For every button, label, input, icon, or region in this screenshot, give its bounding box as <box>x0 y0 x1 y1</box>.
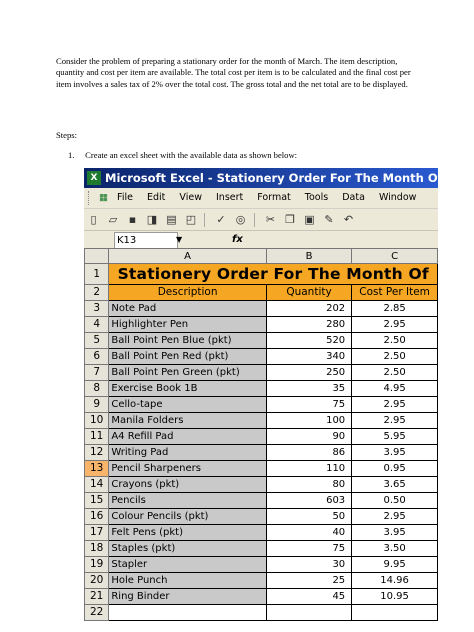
quantity-cell[interactable]: 280 <box>266 317 351 333</box>
row-header[interactable]: 16 <box>85 509 109 525</box>
row-header[interactable]: 12 <box>85 445 109 461</box>
cost-cell[interactable]: 3.95 <box>352 445 438 461</box>
excel-icon: X <box>87 171 101 185</box>
description-cell[interactable]: Ball Point Pen Red (pkt) <box>109 349 267 365</box>
description-cell[interactable]: Exercise Book 1B <box>109 381 267 397</box>
empty-row <box>85 605 438 621</box>
menu-edit[interactable]: Edit <box>146 192 166 203</box>
table-row <box>85 365 438 381</box>
row-header[interactable]: 1 <box>85 264 109 285</box>
empty-cell[interactable] <box>109 605 267 621</box>
header-quantity[interactable]: Quantity <box>266 285 351 301</box>
quantity-cell[interactable]: 80 <box>266 477 351 493</box>
menu-data[interactable]: Data <box>342 192 365 203</box>
fx-icon[interactable]: fx <box>232 234 243 245</box>
print-preview-icon[interactable]: ◰ <box>185 213 197 226</box>
quantity-cell[interactable]: 75 <box>266 541 351 557</box>
quantity-cell[interactable]: 30 <box>266 557 351 573</box>
header-description[interactable]: Description <box>109 285 267 301</box>
row-header[interactable]: 8 <box>85 381 109 397</box>
description-cell[interactable]: Manila Folders <box>109 413 267 429</box>
toolbar-separator <box>204 213 205 227</box>
cost-cell[interactable]: 2.95 <box>352 317 438 333</box>
description-cell[interactable]: A4 Refill Pad <box>109 429 267 445</box>
table-row <box>85 429 438 445</box>
format-painter-icon[interactable]: ✎ <box>324 213 334 226</box>
cost-cell[interactable]: 5.95 <box>352 429 438 445</box>
column-header-a[interactable]: A <box>109 249 267 264</box>
quantity-cell[interactable]: 90 <box>266 429 351 445</box>
cost-cell[interactable]: 14.96 <box>352 573 438 589</box>
table-row <box>85 301 438 317</box>
empty-cell[interactable] <box>352 605 438 621</box>
header-row <box>85 285 438 301</box>
description-cell[interactable]: Pencils <box>109 493 267 509</box>
row-header[interactable]: 21 <box>85 589 109 605</box>
column-header-c[interactable]: C <box>352 249 438 264</box>
table-row <box>85 509 438 525</box>
description-cell[interactable]: Colour Pencils (pkt) <box>109 509 267 525</box>
menu-tools[interactable]: Tools <box>304 192 329 203</box>
window-title: Microsoft Excel - Stationery Order For The Month Of Mar <box>105 171 472 185</box>
formula-bar <box>84 230 438 250</box>
description-cell[interactable]: Highlighter Pen <box>109 317 267 333</box>
cut-icon[interactable]: ✂ <box>265 213 276 226</box>
quantity-cell[interactable]: 110 <box>266 461 351 477</box>
title-row <box>85 264 438 285</box>
row-header[interactable]: 14 <box>85 477 109 493</box>
cost-cell[interactable]: 3.95 <box>352 525 438 541</box>
quantity-cell[interactable]: 250 <box>266 365 351 381</box>
quantity-cell[interactable]: 340 <box>266 349 351 365</box>
empty-cell[interactable] <box>266 605 351 621</box>
table-row <box>85 493 438 509</box>
row-header[interactable]: 18 <box>85 541 109 557</box>
quantity-cell[interactable]: 45 <box>266 589 351 605</box>
excel-screenshot <box>84 168 472 618</box>
quantity-cell[interactable]: 100 <box>266 413 351 429</box>
cost-cell[interactable]: 2.85 <box>352 301 438 317</box>
copy-icon[interactable]: ❐ <box>285 213 295 226</box>
cost-cell[interactable]: 4.95 <box>352 381 438 397</box>
row-header[interactable]: 22 <box>85 605 109 621</box>
intro-paragraph: Consider the problem of preparing a stationary order for the month of March. The item description, quantity and cost per item are available. The total cost per item is to be calculated and the final cost per item involves a sales tax of 2% over the total cost. The gross total and the net total are to be displayed. <box>56 56 411 89</box>
table-row <box>85 317 438 333</box>
quantity-cell[interactable]: 25 <box>266 573 351 589</box>
row-header[interactable]: 5 <box>85 333 109 349</box>
description-cell[interactable]: Felt Pens (pkt) <box>109 525 267 541</box>
table-row <box>85 477 438 493</box>
cost-cell[interactable]: 0.50 <box>352 493 438 509</box>
row-header[interactable]: 20 <box>85 573 109 589</box>
step-1 <box>68 150 297 160</box>
undo-icon[interactable]: ↶ <box>343 213 354 226</box>
row-header[interactable]: 15 <box>85 493 109 509</box>
permission-icon[interactable]: ◨ <box>146 213 158 226</box>
row-header[interactable]: 19 <box>85 557 109 573</box>
row-header[interactable]: 6 <box>85 349 109 365</box>
description-cell[interactable]: Stapler <box>109 557 267 573</box>
spelling-icon[interactable]: ✓ <box>216 213 226 226</box>
quantity-cell[interactable]: 520 <box>266 333 351 349</box>
name-box-dropdown-icon[interactable]: ▼ <box>176 235 183 244</box>
description-cell[interactable]: Hole Punch <box>109 573 267 589</box>
step-1-text: Create an excel sheet with the available data as shown below: <box>85 150 298 160</box>
table-row <box>85 413 438 429</box>
row-header[interactable]: 9 <box>85 397 109 413</box>
sheet-title-cell[interactable]: Stationery Order For The Month Of <box>109 264 438 285</box>
table-row <box>85 349 438 365</box>
quantity-cell[interactable]: 603 <box>266 493 351 509</box>
quantity-cell[interactable]: 202 <box>266 301 351 317</box>
menu-format[interactable]: Format <box>257 192 291 203</box>
table-row <box>85 461 438 477</box>
cost-cell[interactable]: 9.95 <box>352 557 438 573</box>
table-row <box>85 589 438 605</box>
menu-file[interactable]: File <box>117 192 133 203</box>
workbook-icon[interactable]: ▦ <box>99 192 109 203</box>
description-cell[interactable]: Cello-tape <box>109 397 267 413</box>
row-header[interactable]: 3 <box>85 301 109 317</box>
quantity-cell[interactable]: 40 <box>266 525 351 541</box>
print-icon[interactable]: ▤ <box>166 213 177 226</box>
description-cell[interactable]: Staples (pkt) <box>109 541 267 557</box>
toolbar-separator <box>254 213 255 227</box>
select-all-corner[interactable] <box>85 249 109 264</box>
row-header[interactable]: 2 <box>85 285 109 301</box>
table-row <box>85 525 438 541</box>
row-header[interactable]: 11 <box>85 429 109 445</box>
description-cell[interactable]: Pencil Sharpeners <box>109 461 267 477</box>
row-header[interactable]: 17 <box>85 525 109 541</box>
step-1-number: 1. <box>68 150 75 160</box>
save-icon[interactable]: ▪ <box>128 213 137 226</box>
description-cell[interactable]: Crayons (pkt) <box>109 477 267 493</box>
research-icon[interactable]: ◎ <box>235 213 246 226</box>
cost-cell[interactable]: 2.95 <box>352 397 438 413</box>
cost-cell[interactable]: 3.50 <box>352 541 438 557</box>
menu-view[interactable]: View <box>179 192 202 203</box>
description-cell[interactable]: Ball Point Pen Blue (pkt) <box>109 333 267 349</box>
cost-cell[interactable]: 2.50 <box>352 365 438 381</box>
header-cost-per-item[interactable]: Cost Per Item <box>352 285 438 301</box>
quantity-cell[interactable]: 35 <box>266 381 351 397</box>
quantity-cell[interactable]: 75 <box>266 397 351 413</box>
row-header[interactable]: 13 <box>85 461 109 477</box>
cost-cell[interactable]: 2.50 <box>352 333 438 349</box>
menu-window[interactable]: Window <box>378 192 417 203</box>
menu-bar <box>84 188 438 208</box>
table-row <box>85 573 438 589</box>
table-row <box>85 541 438 557</box>
cost-cell[interactable]: 3.65 <box>352 477 438 493</box>
cost-cell[interactable]: 2.95 <box>352 413 438 429</box>
toolbar-grip[interactable] <box>88 191 92 205</box>
quantity-cell[interactable]: 50 <box>266 509 351 525</box>
description-cell[interactable]: Ball Point Pen Green (pkt) <box>109 365 267 381</box>
excel-title-bar <box>84 168 472 188</box>
column-header-row <box>85 249 438 264</box>
row-header[interactable]: 10 <box>85 413 109 429</box>
standard-toolbar <box>84 208 438 231</box>
table-row <box>85 445 438 461</box>
table-row <box>85 397 438 413</box>
description-cell[interactable]: Note Pad <box>109 301 267 317</box>
spreadsheet-grid <box>84 248 438 621</box>
column-header-b[interactable]: B <box>266 249 351 264</box>
table-row <box>85 557 438 573</box>
menu-insert[interactable]: Insert <box>216 192 244 203</box>
table-row <box>85 381 438 397</box>
cost-cell[interactable]: 10.95 <box>352 589 438 605</box>
open-icon[interactable]: ▱ <box>108 213 118 226</box>
table-row <box>85 333 438 349</box>
quantity-cell[interactable]: 86 <box>266 445 351 461</box>
name-box[interactable]: K13 <box>114 232 178 249</box>
steps-heading: Steps: <box>56 130 78 140</box>
new-icon[interactable]: ▯ <box>90 213 97 226</box>
cost-cell[interactable]: 0.95 <box>352 461 438 477</box>
cost-cell[interactable]: 2.95 <box>352 509 438 525</box>
row-header[interactable]: 7 <box>85 365 109 381</box>
paste-icon[interactable]: ▣ <box>304 213 315 226</box>
description-cell[interactable]: Ring Binder <box>109 589 267 605</box>
row-header[interactable]: 4 <box>85 317 109 333</box>
cost-cell[interactable]: 2.50 <box>352 349 438 365</box>
description-cell[interactable]: Writing Pad <box>109 445 267 461</box>
